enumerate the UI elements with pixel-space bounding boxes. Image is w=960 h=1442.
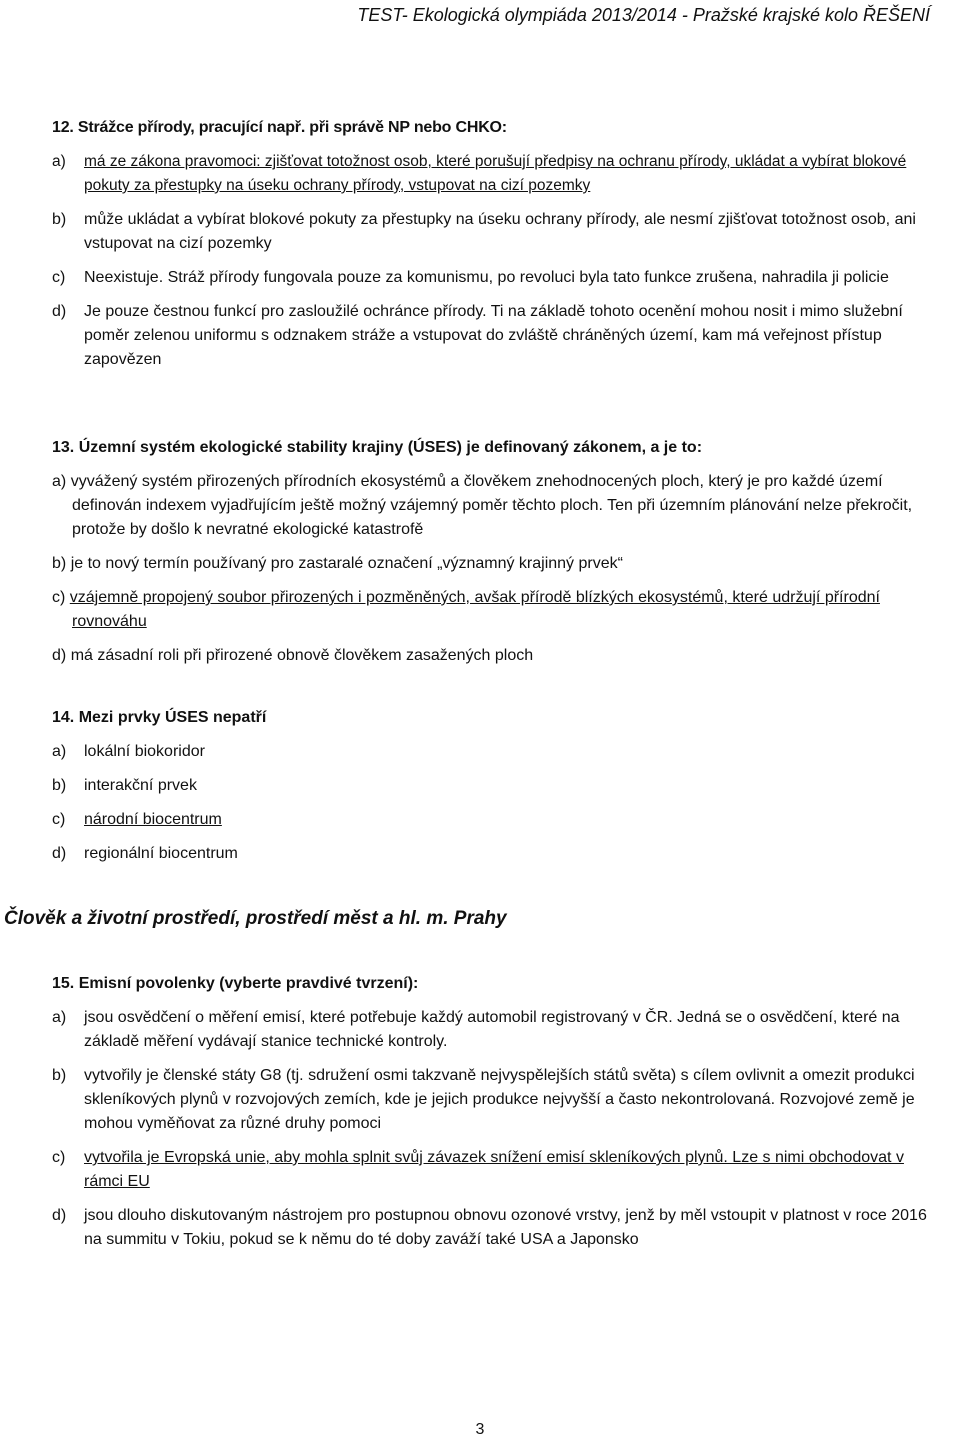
option-text: jsou osvědčení o měření emisí, které potřebuje každý automobil registrovaný v ČR. Jedná se o osvědčení, které na základě měření vydávají stanice technické kontroly. [84,1009,900,1050]
option-text: regionální biocentrum [84,845,238,862]
option-label: c) [52,811,66,828]
option-text: má ze zákona pravomoci: zjišťovat totožnost osob, které porušují předpisy na ochranu přírody, ukládat a vybírat blokové pokuty za přestupky na úseku ochrany přírody, vstupovat na cizí pozemky [84,153,907,194]
answer-option [52,1204,932,1252]
answer-option [52,644,932,668]
option-label: d) [52,647,67,664]
answer-option [52,740,932,764]
answer-option [52,586,932,634]
answer-option [52,1064,932,1136]
option-text: lokální biokoridor [84,743,205,760]
option-label: c) [52,1149,66,1166]
option-text: může ukládat a vybírat blokové pokuty za přestupky na úseku ochrany přírody, ale nesmí zjišťovat totožnost osob, ani vstupovat na cizí pozemky [84,211,916,252]
option-text: Je pouze čestnou funkcí pro zasloužilé ochránce přírody. Ti na základě tohoto ocenění mohou nosit i mimo služební poměr zelenou uniformu s odznakem stráže a vstupovat do zvláště chráněných území, kam má veřejnost přístup zapovězen [84,303,903,368]
answer-option [52,1146,932,1194]
question-title [52,972,932,996]
question-title [52,116,932,140]
question-number: 15. [52,975,75,992]
option-text: vzájemně propojený soubor přirozených i pozměněných, avšak přírodě blízkých ekosystémů, které udržují přírodní rovnováhu [69,589,880,630]
option-text: národní biocentrum [84,811,222,828]
answer-option [52,208,932,256]
option-text: je to nový termín používaný pro zastaralé označení „významný krajinný prvek“ [70,555,623,572]
question-text: Mezi prvky ÚSES nepatří [78,709,267,726]
option-label: b) [52,211,67,228]
page-header: TEST- Ekologická olympiáda 2013/2014 - Pražské krajské kolo ŘEŠENÍ [357,5,930,25]
option-text: má zásadní roli při přirozené obnově člověkem zasažených ploch [70,647,534,664]
option-text: vytvořila je Evropská unie, aby mohla splnit svůj závazek snížení emisí skleníkových plynů. Lze s nimi obchodovat v rámci EU [84,1149,904,1190]
option-label: b) [52,555,67,572]
option-label: d) [52,303,67,320]
answer-option [52,470,932,542]
question-text: Strážce přírody, pracující např. při správě NP nebo CHKO: [77,119,507,136]
option-label: a) [52,743,67,760]
question-13 [52,436,932,678]
question-title [52,706,932,730]
question-text: Územní systém ekologické stability krajiny (ÚSES) je definovaný zákonem, a je to: [78,439,703,456]
option-text: vyvážený systém přirozených přírodních ekosystémů a člověkem znehodnocených ploch, který je pro každé území definován indexem vyjadřujícím ještě možný vzájemný poměr těchto ploch. Ten při územním plánování nelze překročit, protože by došlo k nevratné ekologické katastrofě [70,473,913,538]
section-heading: Člověk a životní prostředí, prostředí měst a hl. m. Prahy [4,908,507,929]
option-label: d) [52,845,67,862]
option-text: vytvořily je členské státy G8 (tj. sdružení osmi takzvaně nejvyspělejších států světa) s cílem ovlivnit a omezit produkci skleníkových plynů v rozvojových zemích, kde je jejich produkce nejvyšší a často nekontrolovaná. Rozvojové země je mohou vyměňovat za různé druhy pomoci [84,1067,915,1132]
option-text: jsou dlouho diskutovaným nástrojem pro postupnou obnovu ozonové vrstvy, jenž by měl vstoupit v platnost v roce 2016 na summitu v Tokiu, pokud se k němu do té doby zaváží také USA a Japonsko [84,1207,927,1248]
question-title [52,436,932,460]
answer-option [52,774,932,798]
question-text: Emisní povolenky (vyberte pravdivé tvrzení): [78,975,419,992]
page-number: 3 [475,1421,485,1438]
answer-option [52,300,932,372]
question-number: 13. [52,439,75,456]
answer-option [52,552,932,576]
option-label: a) [52,153,66,170]
option-label: a) [52,473,67,490]
option-label: a) [52,1009,67,1026]
question-14 [52,706,932,876]
answer-option [52,266,932,290]
question-number: 12. [52,119,74,136]
answer-option [52,1006,932,1054]
question-12 [52,116,932,382]
question-number: 14. [52,709,75,726]
option-label: b) [52,777,67,794]
option-text: Neexistuje. Stráž přírody fungovala pouze za komunismu, po revoluci byla tato funkce zrušena, nahradila ji policie [84,269,889,286]
answer-option [52,808,932,832]
answer-option [52,842,932,866]
option-text: interakční prvek [84,777,197,794]
option-label: b) [52,1067,67,1084]
option-label: c) [52,269,66,286]
question-15 [52,972,932,1262]
option-label: c) [52,589,66,606]
option-label: d) [52,1207,67,1224]
answer-option [52,150,932,198]
